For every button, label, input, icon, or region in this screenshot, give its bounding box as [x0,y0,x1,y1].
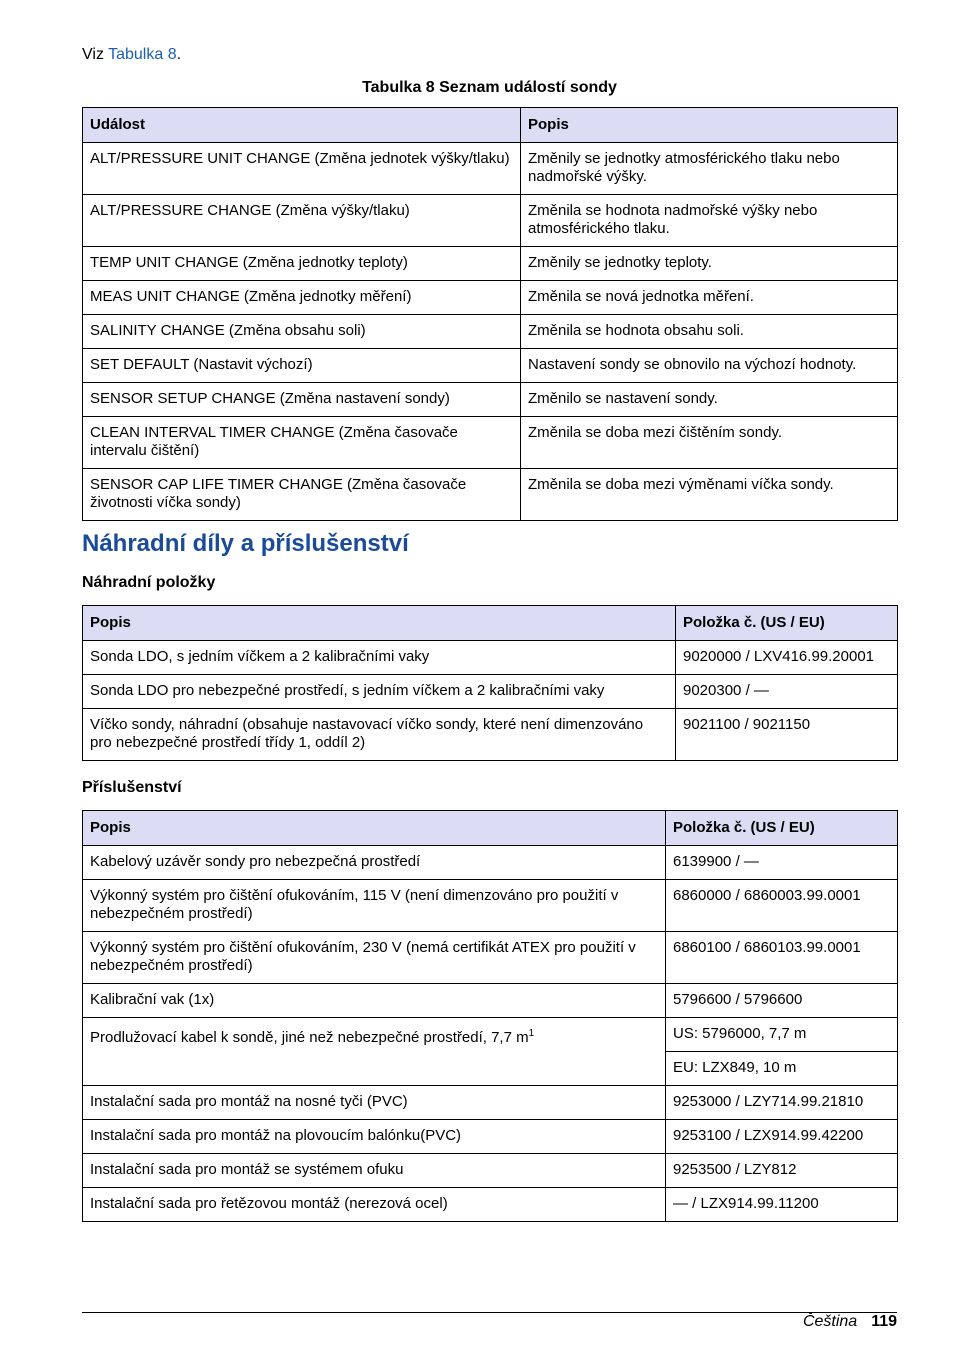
intro-text [82,46,181,64]
table-row [83,383,898,417]
table-cell: Instalační sada pro montáž na plovoucím balónku(PVC) [83,1120,666,1154]
page-footer [803,1313,897,1331]
table-8-caption: Tabulka 8 Seznam událostí sondy [362,79,617,96]
table-row [83,846,898,880]
spares-subtitle: Náhradní položky [82,574,216,591]
footer-rule [82,1312,897,1313]
table-cell: 9020300 / — [676,675,898,709]
table-cell: US: 5796000, 7,7 m [666,1018,898,1052]
table-cell: Změnilo se nastavení sondy. [521,383,898,417]
table-header-row [83,811,898,846]
column-header: Popis [521,108,898,143]
table-cell: 6860100 / 6860103.99.0001 [666,932,898,984]
table-header-row [83,606,898,641]
ext-cable-desc: Prodlužovací kabel k sondě, jiné než nebezpečné prostředí, 7,7 m [90,1029,529,1046]
table-cell: Instalační sada pro řetězovou montáž (nerezová ocel) [83,1188,666,1222]
table-row [83,1086,898,1120]
table-row [83,417,898,469]
table-cell: Změnila se doba mezi výměnami víčka sondy. [521,469,898,521]
table-row [83,315,898,349]
table-row [83,469,898,521]
table-row [83,1120,898,1154]
table-row [83,143,898,195]
table-cell: SALINITY CHANGE (Změna obsahu soli) [83,315,521,349]
table-row [83,1018,898,1052]
table-row [83,349,898,383]
table-cell [83,1018,666,1086]
spares-table [82,605,898,761]
table-cell: 6139900 / — [666,846,898,880]
column-header: Položka č. (US / EU) [676,606,898,641]
table-cell: Nastavení sondy se obnovilo na výchozí hodnoty. [521,349,898,383]
column-header: Událost [83,108,521,143]
table-row [83,641,898,675]
table-cell: Víčko sondy, náhradní (obsahuje nastavovací víčko sondy, které není dimenzováno pro nebezpečné prostředí třídy 1, oddíl 2) [83,709,676,761]
table-header-row [83,108,898,143]
table-cell: SET DEFAULT (Nastavit výchozí) [83,349,521,383]
table-cell: MEAS UNIT CHANGE (Změna jednotky měření) [83,281,521,315]
table-row [83,675,898,709]
accessories-subtitle: Příslušenství [82,779,182,796]
footer-language: Čeština [802,1313,858,1330]
table-cell: Kalibrační vak (1x) [83,984,666,1018]
table-8-link[interactable]: Tabulka 8 [108,46,177,63]
table-cell: ALT/PRESSURE CHANGE (Změna výšky/tlaku) [83,195,521,247]
table-cell: SENSOR SETUP CHANGE (Změna nastavení sondy) [83,383,521,417]
column-header: Položka č. (US / EU) [666,811,898,846]
table-cell: Změnila se doba mezi čištěním sondy. [521,417,898,469]
section-title: Náhradní díly a příslušenství [82,530,409,557]
table-cell: Změnila se hodnota nadmořské výšky nebo atmosférického tlaku. [521,195,898,247]
table-cell: EU: LZX849, 10 m [666,1052,898,1086]
table-cell: Změnila se hodnota obsahu soli. [521,315,898,349]
table-cell: Sonda LDO, s jedním víčkem a 2 kalibračními vaky [83,641,676,675]
table-cell: CLEAN INTERVAL TIMER CHANGE (Změna časovače intervalu čištění) [83,417,521,469]
table-cell: ALT/PRESSURE UNIT CHANGE (Změna jednotek výšky/tlaku) [83,143,521,195]
table-cell: Sonda LDO pro nebezpečné prostředí, s jedním víčkem a 2 kalibračními vaky [83,675,676,709]
table-row [83,984,898,1018]
accessories-table [82,810,898,1222]
table-cell: Instalační sada pro montáž se systémem ofuku [83,1154,666,1188]
table-cell: Změnily se jednotky atmosférického tlaku nebo nadmořské výšky. [521,143,898,195]
column-header: Popis [83,811,666,846]
table-cell: Změnila se nová jednotka měření. [521,281,898,315]
column-header: Popis [83,606,676,641]
table-cell: 9253000 / LZY714.99.21810 [666,1086,898,1120]
table-cell: Kabelový uzávěr sondy pro nebezpečná prostředí [83,846,666,880]
table-row [83,195,898,247]
table-cell: 9253500 / LZY812 [666,1154,898,1188]
table-cell: Výkonný systém pro čištění ofukováním, 230 V (nemá certifikát ATEX pro použití v nebezpečném prostředí) [83,932,666,984]
table-cell: Instalační sada pro montáž na nosné tyči (PVC) [83,1086,666,1120]
table-row [83,247,898,281]
events-table [82,107,898,521]
table-row [83,1154,898,1188]
table-row [83,932,898,984]
table-cell: 9253100 / LZX914.99.42200 [666,1120,898,1154]
table-cell: Výkonný systém pro čištění ofukováním, 115 V (není dimenzováno pro použití v nebezpečném prostředí) [83,880,666,932]
table-cell: — / LZX914.99.11200 [666,1188,898,1222]
intro-suffix: . [176,46,182,63]
table-cell: 6860000 / 6860003.99.0001 [666,880,898,932]
table-cell: 9020000 / LXV416.99.20001 [676,641,898,675]
table-cell: 5796600 / 5796600 [666,984,898,1018]
table-row [83,281,898,315]
table-cell: TEMP UNIT CHANGE (Změna jednotky teploty) [83,247,521,281]
page-number: 119 [871,1313,897,1330]
intro-prefix: Viz [82,46,109,63]
table-cell: Změnily se jednotky teploty. [521,247,898,281]
footnote-marker: 1 [528,1028,535,1039]
table-row [83,1188,898,1222]
table-row [83,880,898,932]
table-row [83,709,898,761]
table-cell: SENSOR CAP LIFE TIMER CHANGE (Změna časovače životnosti víčka sondy) [83,469,521,521]
table-cell: 9021100 / 9021150 [676,709,898,761]
